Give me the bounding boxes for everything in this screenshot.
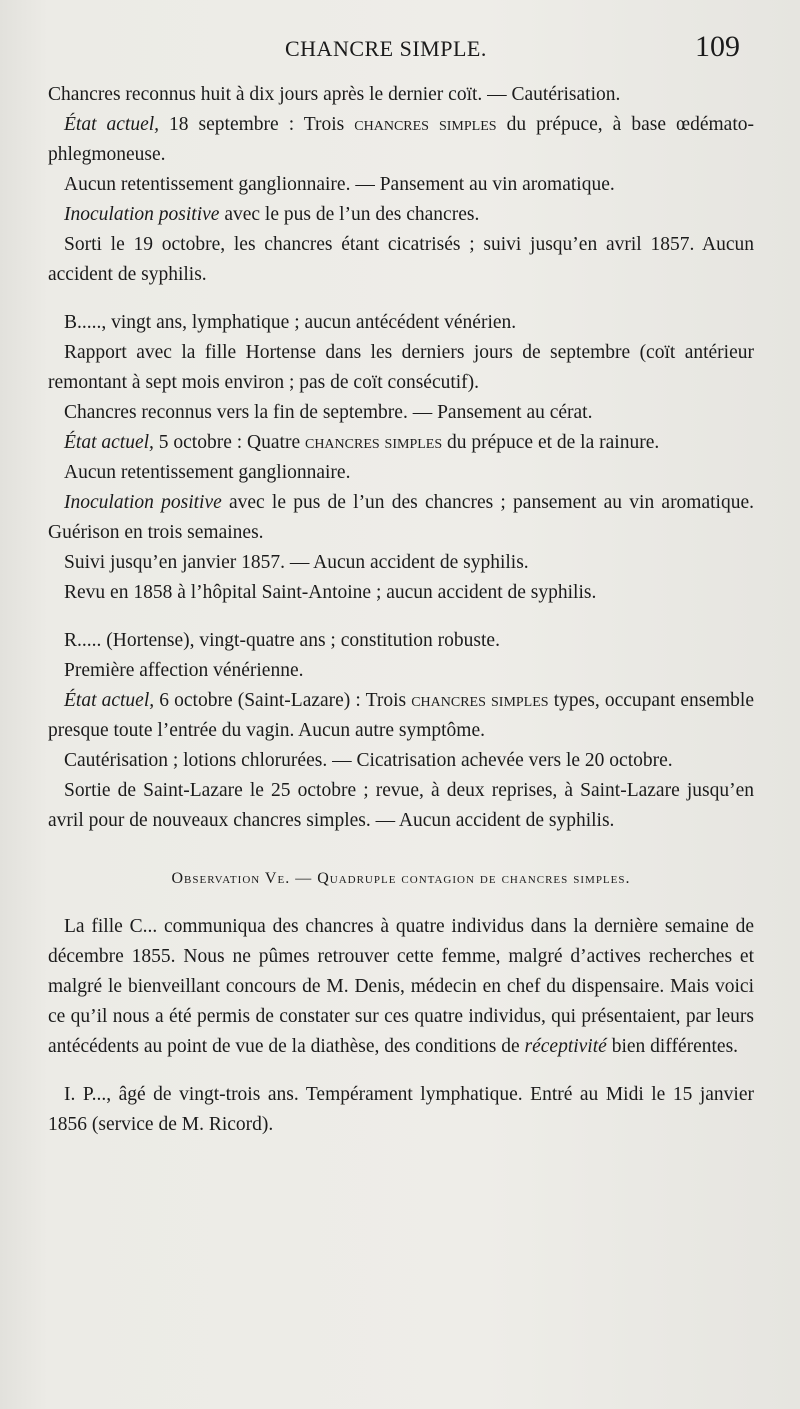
- case3-etat-actuel: [48, 686, 754, 746]
- etat-actuel-label: État actuel,: [64, 114, 160, 135]
- case2-line-revu: Revu en 1858 à l’hôpital Saint-Antoine ; aucun accident de syphilis.: [64, 582, 597, 603]
- text-run: bien différentes.: [606, 1036, 739, 1057]
- inoculation-label: Inoculation positive: [64, 492, 222, 513]
- case1-line-ganglionnaire: Aucun retentissement ganglionnaire. — Pansement au vin aromatique.: [64, 174, 615, 195]
- case2-etat-actuel: [48, 428, 754, 458]
- case3-line-sortie: Sortie de Saint-Lazare le 25 octobre ; revue, à deux reprises, à Saint-Lazare jusqu’en avril pour de nouveaux chancres simples. — Aucun accident de syphilis.: [48, 780, 754, 831]
- case2-line-intro: B....., vingt ans, lymphatique ; aucun antécédent vénérien.: [64, 312, 517, 333]
- page-header: [0, 30, 800, 70]
- page-body: [48, 80, 754, 1140]
- text-run: La fille C... communiqua des chancres à quatre individus dans la dernière semaine de décembre 1855. Nous ne pûmes retrouver cette femme, malgré d’actives recherches et malgré le bienveillant concours de M. Denis, médecin en chef du dispensaire. Mais voici ce qu’il nous a été permis de constater sur ces quatre individus, qui présentaient, par leurs antécédents au point de vue de la diathèse, des conditions de: [48, 916, 754, 1057]
- small-caps-term: chancres simples: [304, 432, 443, 453]
- case2-line-rapport: Rapport avec la fille Hortense dans les derniers jours de septembre (coït antérieur remontant à sept mois environ ; pas de coït consécutif).: [48, 342, 754, 393]
- inoculation-label: Inoculation positive: [64, 204, 220, 225]
- small-caps-term: chancres simples: [411, 690, 549, 711]
- case3-line-premiere: Première affection vénérienne.: [64, 660, 304, 681]
- text-run: types, occupant ensemble presque toute l’entrée du vagin. Aucun autre symptôme.: [48, 690, 754, 741]
- case3-line-cauterisation: Cautérisation ; lotions chlorurées. — Cicatrisation achevée vers le 20 octobre.: [64, 750, 673, 771]
- observation-heading: [48, 864, 754, 894]
- case1-line-chancres: Chancres reconnus huit à dix jours après le dernier coït. — Cautérisation.: [48, 84, 621, 105]
- running-title: CHANCRE SIMPLE.: [285, 36, 487, 61]
- page-number: 109: [695, 30, 740, 63]
- text-run: 5 octobre : Quatre: [153, 432, 305, 453]
- text-run: avec le pus de l’un des chancres ; pansement au vin aromatique. Guérison en trois semaines.: [48, 492, 754, 543]
- observation-paragraph: [48, 912, 754, 1062]
- text-run: avec le pus de l’un des chancres.: [219, 204, 480, 225]
- case1-line-sorti: Sorti le 19 octobre, les chancres étant cicatrisés ; suivi jusqu’en avril 1857. Aucun accident de syphilis.: [48, 234, 754, 285]
- text-run: du prépuce, à base œdémato-phlegmoneuse.: [48, 114, 754, 165]
- observation-case-i: I. P..., âgé de vingt-trois ans. Tempérament lymphatique. Entré au Midi le 15 janvier 1856 (service de M. Ricord).: [48, 1084, 754, 1135]
- text-run: du prépuce et de la rainure.: [442, 432, 660, 453]
- etat-actuel-label: État actuel,: [64, 432, 154, 453]
- etat-actuel-label: État actuel,: [64, 690, 155, 711]
- case1-inoculation: [48, 200, 754, 230]
- case2-line-chancres: Chancres reconnus vers la fin de septembre. — Pansement au cérat.: [64, 402, 593, 423]
- text-run: 18 septembre : Trois: [159, 114, 355, 135]
- case2-line-ganglionnaire: Aucun retentissement ganglionnaire.: [64, 462, 351, 483]
- text-run: 6 octobre (Saint-Lazare) : Trois: [154, 690, 412, 711]
- case2-line-suivi: Suivi jusqu’en janvier 1857. — Aucun accident de syphilis.: [64, 552, 529, 573]
- case3-line-intro: R..... (Hortense), vingt-quatre ans ; constitution robuste.: [64, 630, 500, 651]
- observation-heading-text: Observation Ve. — Quadruple contagion de chancres simples.: [171, 870, 631, 887]
- case1-etat-actuel: [48, 110, 754, 170]
- receptivite-italic: réceptivité: [524, 1036, 607, 1057]
- case2-inoculation: [48, 488, 754, 548]
- small-caps-term: chancres simples: [354, 114, 497, 135]
